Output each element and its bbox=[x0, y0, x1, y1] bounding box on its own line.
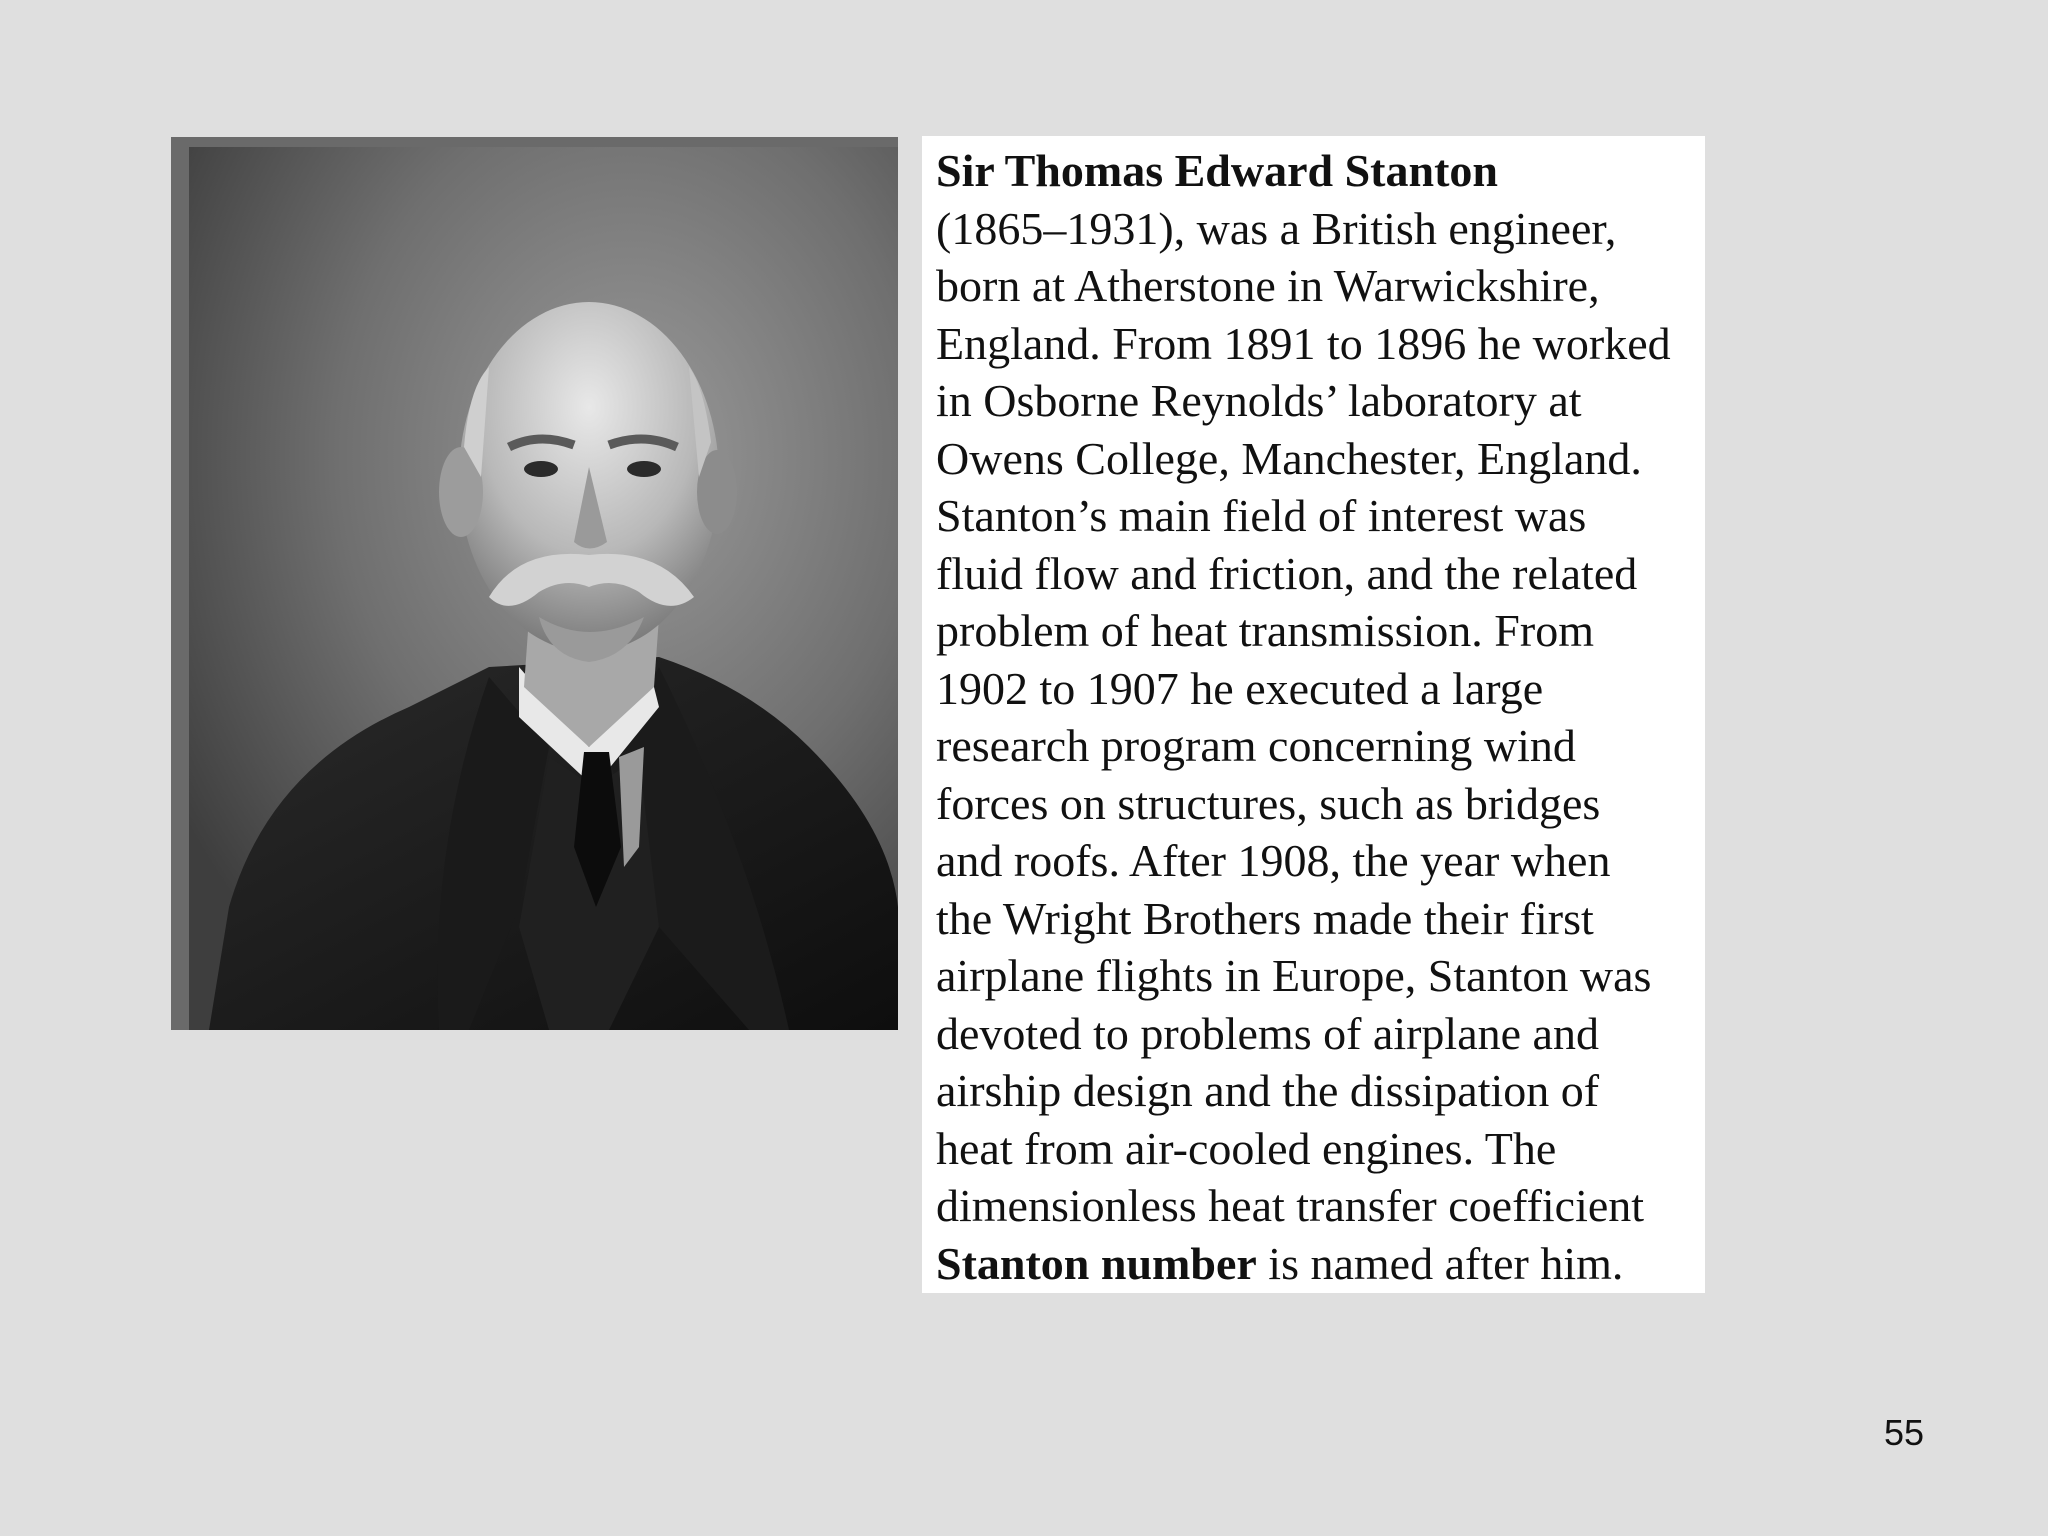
bio-line: heat from air-cooled engines. The bbox=[936, 1122, 1557, 1174]
bio-line: fluid flow and friction, and the related bbox=[936, 547, 1638, 599]
bio-line: Stanton’s main field of interest was bbox=[936, 490, 1587, 541]
bio-term-bold: Stanton number bbox=[936, 1237, 1257, 1289]
bio-line: and roofs. After 1908, the year when bbox=[936, 835, 1611, 886]
bio-name: Sir Thomas Edward Stanton bbox=[936, 145, 1498, 196]
biography-panel bbox=[922, 136, 1705, 1293]
bio-line: research program concerning wind bbox=[936, 720, 1576, 771]
bio-line: airship design and the dissipation of bbox=[936, 1065, 1600, 1116]
portrait-photo bbox=[171, 137, 898, 1030]
biography-text bbox=[936, 142, 1705, 1292]
bio-line: forces on structures, such as bridges bbox=[936, 777, 1601, 829]
portrait-photo-icon bbox=[189, 147, 898, 1030]
bio-line: the Wright Brothers made their first bbox=[936, 892, 1594, 944]
bio-line: problem of heat transmission. From bbox=[936, 605, 1594, 656]
bio-line: devoted to problems of airplane and bbox=[936, 1007, 1599, 1059]
bio-line: 1902 to 1907 he executed a large bbox=[936, 662, 1544, 714]
bio-line: born at Atherstone in Warwickshire, bbox=[936, 260, 1600, 311]
page-number: 55 bbox=[1883, 1412, 1924, 1453]
bio-line: Owens College, Manchester, England. bbox=[936, 432, 1642, 484]
bio-line: (1865–1931), was a British engineer, bbox=[936, 202, 1617, 254]
bio-line: in Osborne Reynolds’ laboratory at bbox=[936, 375, 1582, 426]
bio-line-end: is named after him. bbox=[1256, 1237, 1624, 1289]
bio-line: airplane flights in Europe, Stanton was bbox=[936, 950, 1652, 1001]
bio-line: dimensionless heat transfer coefficient bbox=[936, 1180, 1645, 1231]
bio-line: England. From 1891 to 1896 he worked bbox=[936, 317, 1671, 369]
